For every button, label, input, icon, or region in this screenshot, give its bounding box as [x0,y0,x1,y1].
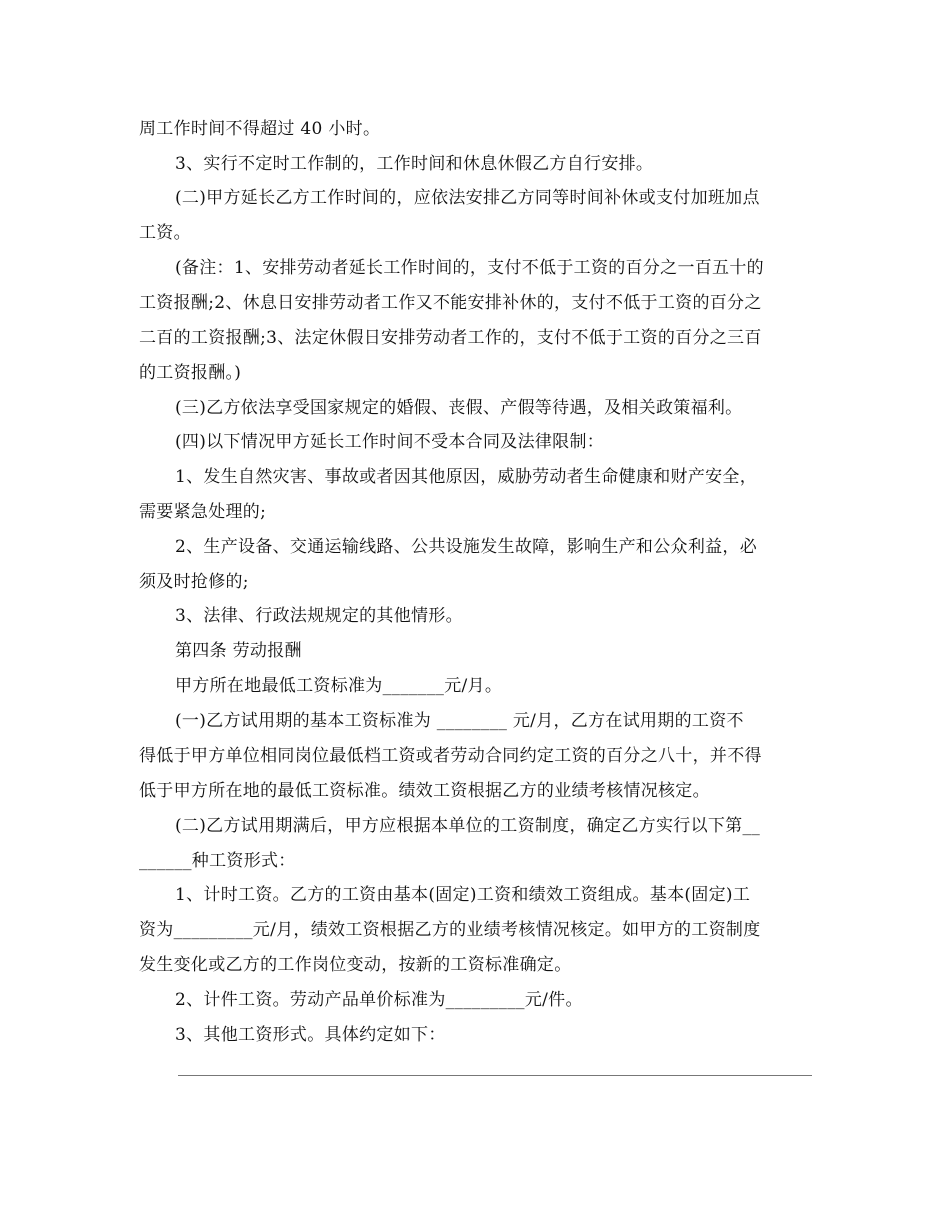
text-line: (四)以下情况甲方延长工作时间不受本合同及法律限制： [175,432,605,452]
section-heading: 第四条 劳动报酬 [175,641,302,661]
text-line: 低于甲方所在地的最低工资标准。绩效工资根据乙方的业绩考核情况核定。 [139,781,710,801]
text-line: 资为_________元/月，绩效工资根据乙方的业绩考核情况核定。如甲方的工资制度 [139,920,761,940]
text-line: 3、法律、行政法规规定的其他情形。 [175,606,463,626]
text-line: (二)甲方延长乙方工作时间的，应依法安排乙方同等时间补休或支付加班加点 [175,188,760,208]
text-line: 3、实行不定时工作制的，工作时间和休息休假乙方自行安排。 [175,154,654,174]
text-line: (二)乙方试用期满后，甲方应根据本单位的工资制度，确定乙方实行以下第__ [175,816,761,836]
text-line: 需要紧急处理的; [139,502,267,522]
text-line: (备注：1、安排劳动者延长工作时间的，支付不低于工资的百分之一百五十的 [175,258,764,278]
text-line: 二百的工资报酬;3、法定休假日安排劳动者工作的，支付不低于工资的百分之三百 [139,328,762,348]
text-line: 须及时抢修的; [139,572,249,592]
text-line: 1、计时工资。乙方的工资由基本(固定)工资和绩效工资组成。基本(固定)工 [175,885,751,905]
text-line: 2、计件工资。劳动产品单价标准为_________元/件。 [175,990,583,1010]
text-line: 2、生产设备、交通运输线路、公共设施发生故障，影响生产和公众利益，必 [175,537,758,557]
text-line: 1、发生自然灾害、事故或者因其他原因，威胁劳动者生命健康和财产安全， [175,467,758,487]
text-line: 得低于甲方单位相同岗位最低档工资或者劳动合同约定工资的百分之八十，并不得 [139,746,762,766]
text-line: 工资。 [139,223,191,243]
text-line: 的工资报酬。) [139,363,242,383]
text-line: 工资报酬;2、休息日安排劳动者工作又不能安排补休的，支付不低于工资的百分之 [139,293,762,313]
text-line: 发生变化或乙方的工作岗位变动，按新的工资标准确定。 [139,955,572,975]
text-line: 3、其他工资形式。具体约定如下： [175,1025,446,1045]
fill-in-line [178,1075,812,1076]
text-line: ______种工资形式： [139,851,296,871]
text-line: 周工作时间不得超过 40 小时。 [139,119,381,139]
text-line: (三)乙方依法享受国家规定的婚假、丧假、产假等待遇，及相关政策福利。 [175,398,743,418]
text-line: 甲方所在地最低工资标准为_______元/月。 [175,676,503,696]
text-line: (一)乙方试用期的基本工资标准为 ________ 元/月，乙方在试用期的工资不 [175,711,744,731]
